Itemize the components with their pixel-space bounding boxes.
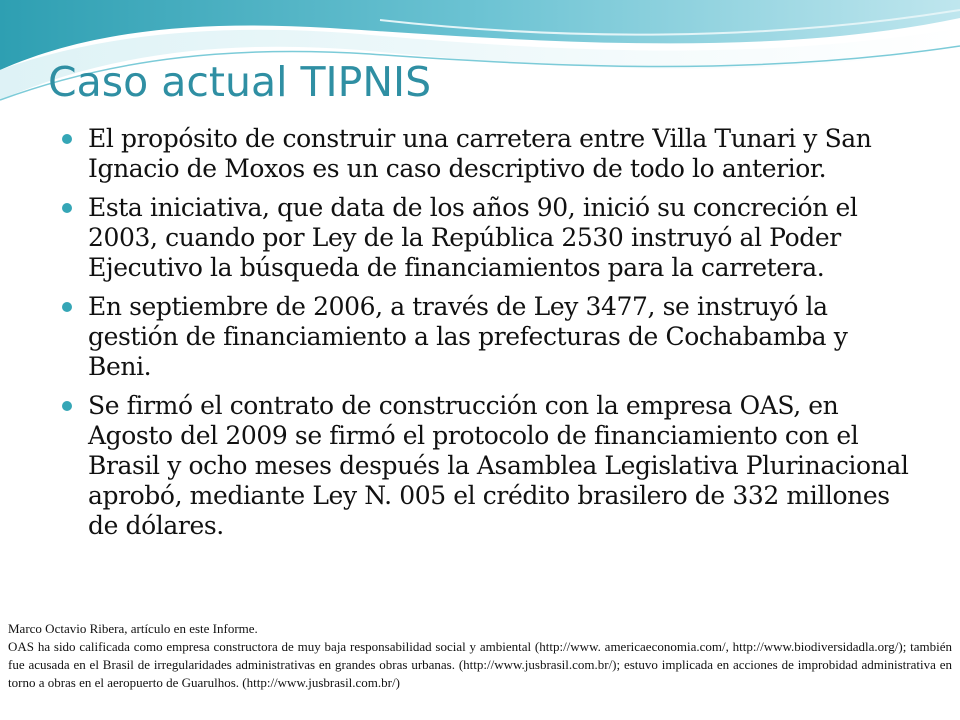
bullet-dot-icon [62,134,72,144]
bullet-text: En septiembre de 2006, a través de Ley 3477, se instruyó la gestión de financiamiento a las prefecturas de Cochabamba y Beni. [88,292,848,381]
footnote-author: Marco Octavio Ribera, artículo en este Informe. [8,621,258,636]
bullet-item [62,193,912,283]
footnote-oas: OAS ha sido calificada como empresa constructora de muy baja responsabilidad social y ambiental (http://www. americaeconomia.com/, http://www.biodiversidadla.org/); también fue acusada en el Brasil de irregularidades administrativas en grandes obras urbanas. (http://www.jusbrasil.com.br/); estuvo implicada en acciones de improbidad administrativa en torno a obras en el aeropuerto de Guarulhos. (http://www.jusbrasil.com.br/) [8,639,952,690]
bullet-item [62,292,912,382]
slide-title: Caso actual TIPNIS [48,58,432,106]
bullet-dot-icon [62,401,72,411]
bullet-text: Esta iniciativa, que data de los años 90, inició su concreción el 2003, cuando por Ley de la República 2530 instruyó al Poder Ejecutivo la búsqueda de financiamientos para la carretera. [88,193,858,282]
bullet-list [62,124,912,550]
bullet-dot-icon [62,302,72,312]
bullet-text: Se firmó el contrato de construcción con la empresa OAS, en Agosto del 2009 se firmó el protocolo de financiamiento con el Brasil y ocho meses después la Asamblea Legislativa Plurinacional aprobó, mediante Ley N. 005 el crédito brasilero de 332 millones de dólares. [88,391,909,540]
footnotes [8,620,952,692]
bullet-item [62,391,912,541]
bullet-dot-icon [62,203,72,213]
bullet-item [62,124,912,184]
bullet-text: El propósito de construir una carretera entre Villa Tunari y San Ignacio de Moxos es un caso descriptivo de todo lo anterior. [88,124,872,183]
